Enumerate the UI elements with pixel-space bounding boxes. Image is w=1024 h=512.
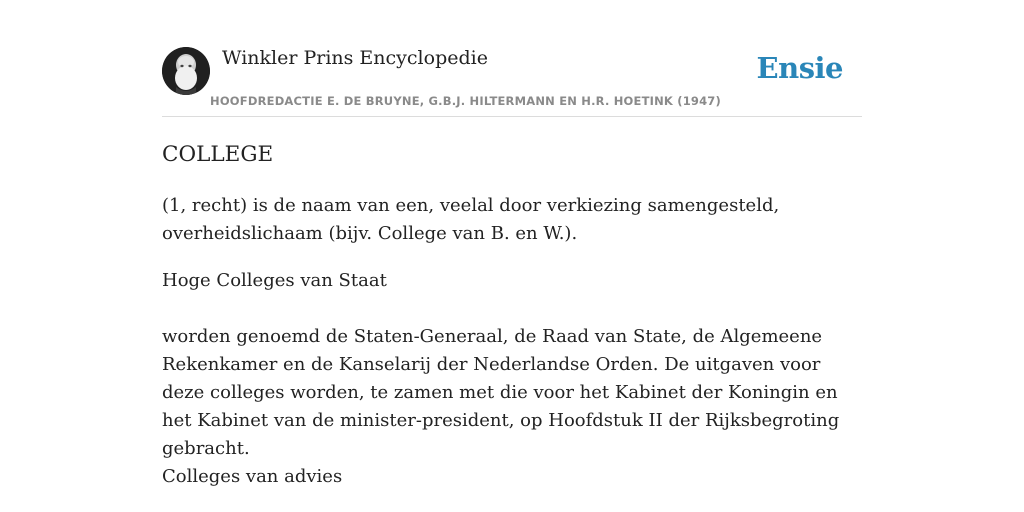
publication-editors: HOOFDREDACTIE E. DE BRUYNE, G.B.J. HILTERMANN EN H.R. HOETINK (1947) <box>210 94 721 108</box>
publication-header <box>162 46 862 117</box>
article <box>162 140 862 487</box>
article-paragraph: (1, recht) is de naam van een, veelal door verkiezing samengesteld, overheidslichaam (bijv. College van B. en W.). <box>162 195 780 244</box>
portrait-image <box>162 47 210 95</box>
article-paragraph: worden genoemd de Staten-Generaal, de Raad van State, de Algemeene Rekenkamer en de Kanselarij der Nederlandse Orden. De uitgaven voor deze colleges worden, te zamen met die voor het Kabinet der Koningin en het Kabinet van de minister-president, op Hoofdstuk II der Rijksbegroting gebracht. <box>162 326 840 459</box>
article-subheading: Colleges van advies <box>162 466 343 487</box>
article-subheading: Hoge Colleges van Staat <box>162 270 387 291</box>
article-title: COLLEGE <box>162 142 274 167</box>
author-portrait-avatar[interactable] <box>162 47 210 95</box>
publication-title[interactable]: Winkler Prins Encyclopedie <box>222 47 488 69</box>
ensie-logo[interactable]: Ensie <box>756 51 843 85</box>
